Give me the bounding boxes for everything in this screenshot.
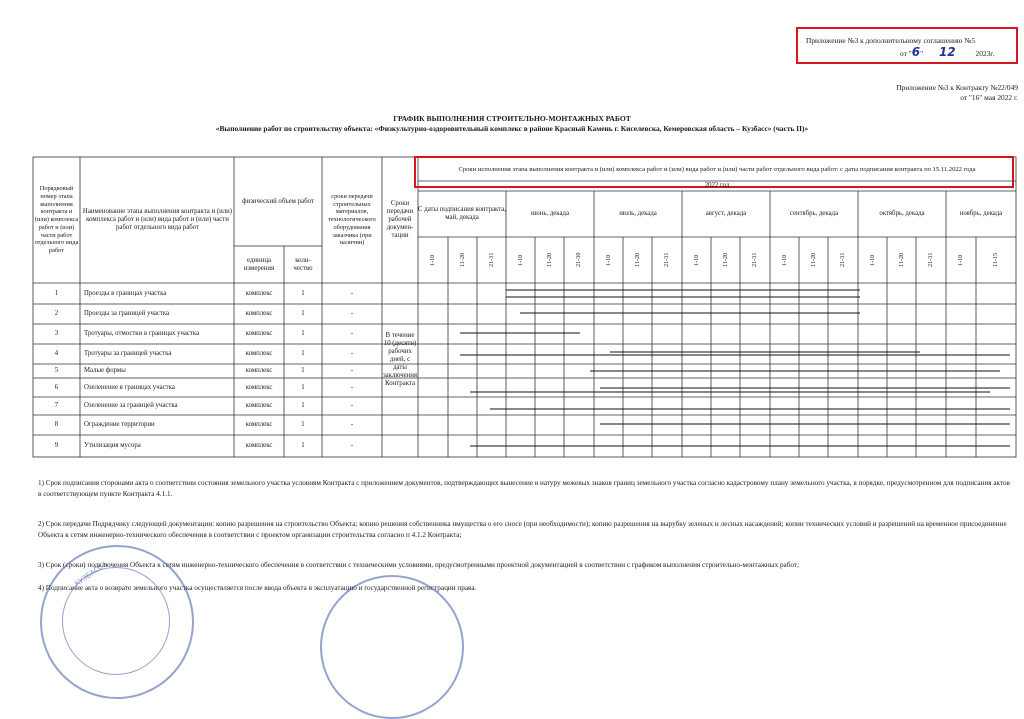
row-name: Тротуары за границей участка bbox=[84, 350, 172, 357]
row-unit: комплекс bbox=[245, 330, 273, 337]
month-header: июль, декада bbox=[619, 210, 657, 217]
row-unit: комплекс bbox=[245, 289, 273, 297]
appendix-date-line bbox=[900, 45, 994, 59]
row-name: Утилизация мусора bbox=[84, 442, 141, 449]
row-docs: - bbox=[350, 330, 354, 337]
decade-header: 1-10 bbox=[604, 254, 612, 266]
col-header-terms: Сроки передачи рабочей докумен-тации bbox=[386, 200, 414, 239]
row-num: 1 bbox=[54, 289, 59, 297]
appendix-year: 2023г. bbox=[975, 49, 995, 58]
month-header: ноябрь, декада bbox=[959, 210, 1003, 217]
row-name: Озеленение за границей участка bbox=[84, 402, 178, 409]
decade-header: 11-15 bbox=[992, 252, 999, 268]
row-name: Проезды за границей участка bbox=[84, 310, 170, 317]
row-num: 4 bbox=[54, 350, 59, 357]
row-num: 3 bbox=[54, 330, 59, 337]
row-num: 6 bbox=[54, 383, 59, 391]
col-header-volume: физический объем работ bbox=[242, 198, 314, 205]
note-4: 4) Подписание акта о возврате земельного участка осуществляется после ввода объекта в эксплуатацию и государственной регистрации права. bbox=[38, 584, 477, 592]
decade-header: 21-31 bbox=[839, 252, 846, 268]
row-num: 7 bbox=[54, 402, 59, 409]
appendix-month: 12 bbox=[938, 45, 956, 59]
row-docs: - bbox=[350, 367, 354, 374]
month-header: июнь, декада bbox=[530, 210, 570, 217]
page-subtitle: «Выполнение работ по строительству объекта: «Физкультурно-оздоровительный комплекс в районе Красный Камень г. Киселевска, Кемеровская область – Кузбасс» (часть II)» bbox=[215, 124, 809, 133]
decade-header: 21-31 bbox=[927, 252, 934, 268]
decade-header: 1-10 bbox=[957, 254, 964, 266]
row-name: Проезды в границах участка bbox=[84, 289, 167, 297]
row-unit: комплекс bbox=[245, 402, 273, 409]
appendix-from: от " bbox=[900, 49, 912, 58]
row-qty: 1 bbox=[301, 442, 305, 449]
schedule-header: Сроки исполнения этапа выполнения контракта и (или) комплекса работ и (или) вида работ и (или) части работ отдельного вида работ: с даты подписания контракта по 15.11.2022 года bbox=[458, 165, 976, 173]
appendix-line: Приложение №3 к дополнительному соглашению №5 bbox=[806, 36, 976, 45]
decade-header: 21-30 bbox=[575, 252, 582, 268]
row-num: 8 bbox=[54, 421, 59, 428]
month-header: август, декада bbox=[705, 210, 747, 217]
appendix-quote: " bbox=[920, 49, 924, 58]
row-qty: 1 bbox=[301, 330, 305, 337]
contract-line: Приложение №3 к Контракту №22/049 bbox=[896, 83, 1018, 92]
row-num: 5 bbox=[54, 367, 59, 374]
decade-header: 1-10 bbox=[692, 254, 700, 266]
row-unit: комплекс bbox=[245, 367, 273, 374]
row-qty: 1 bbox=[301, 367, 305, 374]
decade-header: 1-10 bbox=[429, 254, 436, 266]
row-qty: 1 bbox=[301, 402, 305, 409]
decade-header: 1-10 bbox=[868, 254, 876, 266]
month-header: октябрь, декада bbox=[879, 210, 925, 217]
page-title: ГРАФИК ВЫПОЛНЕНИЯ СТРОИТЕЛЬНО-МОНТАЖНЫХ РАБОТ bbox=[393, 114, 631, 123]
decade-header: 21-31 bbox=[487, 252, 495, 268]
row-docs: - bbox=[350, 310, 354, 317]
note-1: 1) Срок подписания сторонами акта о соответствии состояния земельного участка условиям Контракта с приложением документов, подтверждающих вынесение в натуру межевых знаков границ земельного участка согласно кадастровому плану земельного участка, в порядке, предусмотренном для подписания актов в соответствующем пункте Контракта 4.1.1. bbox=[38, 479, 1010, 498]
row-name: Малые формы bbox=[84, 367, 126, 374]
decade-header: 11-20 bbox=[809, 252, 817, 268]
row-unit: комплекс bbox=[245, 350, 273, 357]
row-qty: 1 bbox=[301, 383, 305, 391]
decade-header: 21-31 bbox=[663, 252, 670, 268]
row-qty: 1 bbox=[301, 310, 305, 317]
col-header-qty: коли-чество bbox=[293, 256, 313, 272]
decade-header: 11-20 bbox=[458, 252, 466, 268]
decade-header: 11-20 bbox=[633, 252, 641, 268]
col-header-unit: единица измерения bbox=[243, 256, 275, 272]
row-qty: 1 bbox=[301, 421, 305, 428]
row-docs: - bbox=[350, 289, 354, 297]
row-unit: комплекс bbox=[245, 310, 273, 317]
contract-date: от "16" мая 2022 г. bbox=[960, 93, 1018, 102]
row-name: Тротуары, отмостки в границах участка bbox=[84, 330, 200, 337]
row-name: Ограждение территории bbox=[84, 421, 155, 428]
row-num: 9 bbox=[54, 442, 59, 449]
col-header-num: Порядковый номер этапа выполнения контракта и (или) комплекса работ и (или) части работ отдельного вида работ bbox=[34, 184, 79, 255]
row-qty: 1 bbox=[301, 289, 305, 297]
row-docs: - bbox=[350, 442, 354, 449]
row-unit: комплекс bbox=[245, 421, 273, 428]
month-header: сентябрь, декада bbox=[789, 210, 839, 217]
col-header-name: Наименование этапа выполнения контракта и (или) комплекса работ и (или) вида работ и (или) части работ отдельного вида работ bbox=[82, 208, 233, 231]
note-3: 3) Срок (сроки) подключения Объекта к сетям инженерно-технического обеспечения в соответствии с техническими условиями, предусмотренными проектной документацией в соответствии с графиком выполнения строительно-монтажных работ; bbox=[38, 561, 800, 569]
decade-header: 1-10 bbox=[780, 254, 788, 266]
appendix-day: 6 bbox=[911, 45, 921, 59]
decade-header: 11-20 bbox=[721, 252, 729, 268]
row-docs: - bbox=[350, 421, 354, 428]
row-docs: - bbox=[350, 350, 354, 357]
decade-header: 1-10 bbox=[516, 254, 524, 266]
row-unit: комплекс bbox=[245, 383, 273, 391]
seal-stamp-right bbox=[320, 575, 464, 719]
row-name: Озеленение в границах участка bbox=[84, 383, 175, 391]
decade-header: 11-20 bbox=[545, 252, 553, 268]
decade-header: 21-31 bbox=[751, 252, 758, 268]
terms-value: В течение 10 (десяти) рабочих дней, с даты заключения Контракта bbox=[382, 332, 418, 387]
seal-text: КУЗБАССА bbox=[73, 559, 109, 589]
row-qty: 1 bbox=[301, 350, 305, 357]
row-docs: - bbox=[350, 402, 354, 409]
col-header-docs: сроки передачи строительных материалов, технологического оборудования заказчика (при наличии) bbox=[328, 192, 376, 247]
decade-header: 11-20 bbox=[897, 252, 905, 268]
row-num: 2 bbox=[54, 310, 59, 317]
note-2: 2) Срок передачи Подрядчику следующей документации: копию разрешения на строительство Объекта; копию решения собственника имущества о его сносе (при необходимости); копию разрешения на вырубку зеленых и лесных насаждений; копии технических условий и разрешений на временное присоединение Объекта к сетям инженерно-технического обеспечения в соответствии с проектом организации строительства согласно п 4.1.2 Контракта; bbox=[38, 520, 1007, 539]
period-first-header: С даты подписания контракта, май, декада bbox=[418, 206, 507, 221]
row-docs: - bbox=[350, 383, 354, 391]
row-unit: комплекс bbox=[245, 442, 273, 449]
year-header: 2022 год bbox=[704, 182, 730, 189]
